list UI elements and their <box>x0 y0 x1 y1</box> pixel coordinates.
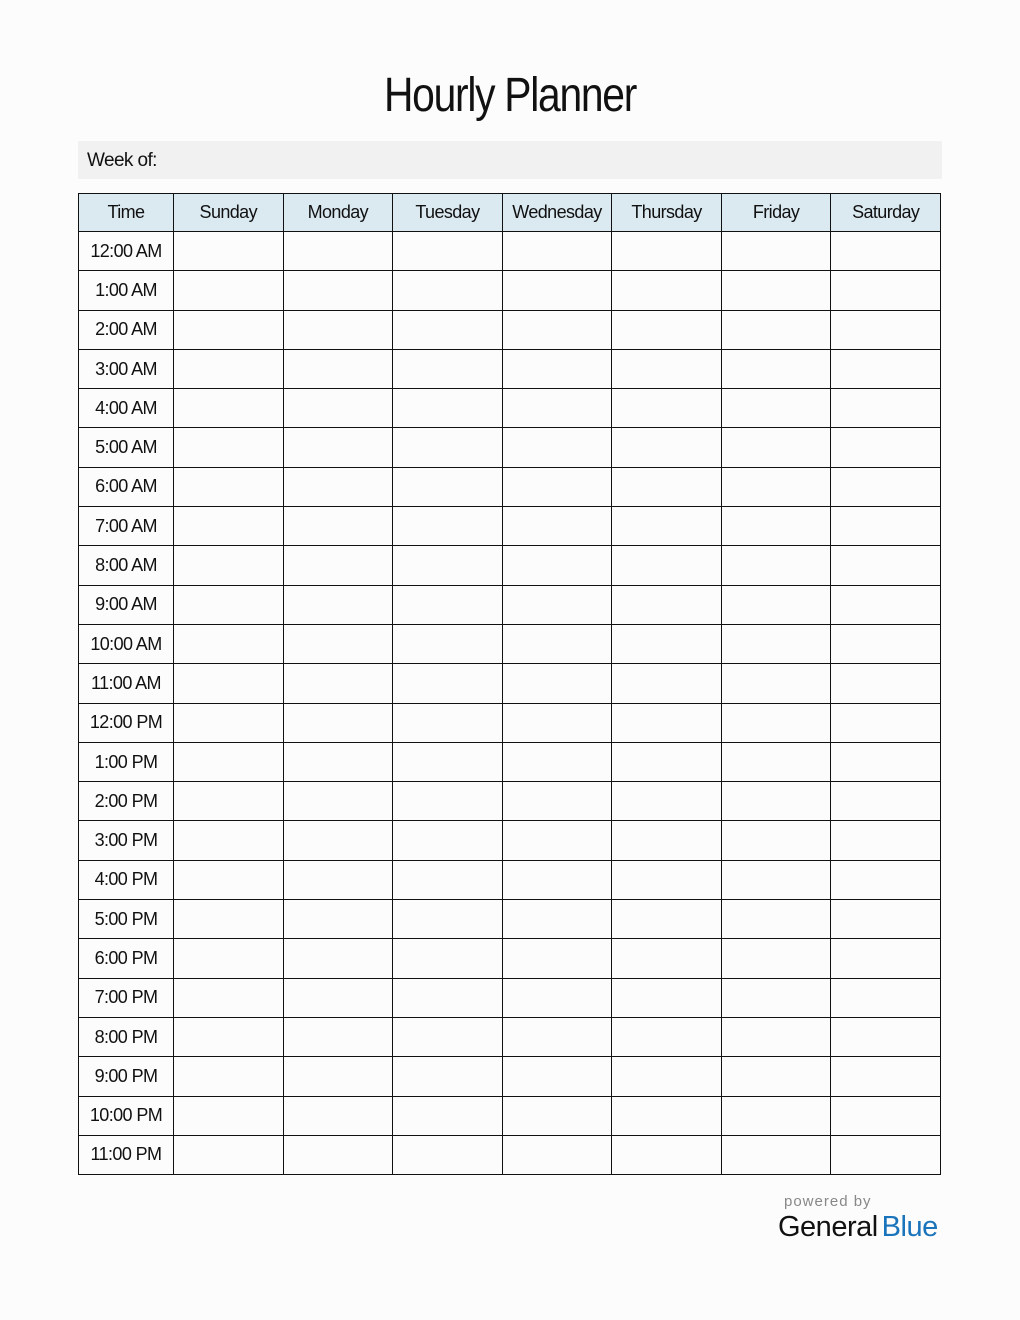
slot-cell-wednesday[interactable] <box>502 507 612 546</box>
slot-cell-monday[interactable] <box>283 271 393 310</box>
time-cell: 1:00 AM <box>79 271 174 310</box>
slot-cell-tuesday[interactable] <box>393 900 503 939</box>
slot-cell-thursday[interactable] <box>612 860 722 899</box>
slot-cell-monday[interactable] <box>283 978 393 1017</box>
slot-cell-saturday[interactable] <box>831 900 941 939</box>
slot-cell-tuesday[interactable] <box>393 467 503 506</box>
table-row <box>79 782 941 821</box>
slot-cell-monday[interactable] <box>283 349 393 388</box>
slot-cell-monday[interactable] <box>283 939 393 978</box>
slot-cell-thursday[interactable] <box>612 624 722 663</box>
slot-cell-friday[interactable] <box>721 939 831 978</box>
slot-cell-friday[interactable] <box>721 703 831 742</box>
slot-cell-wednesday[interactable] <box>502 389 612 428</box>
slot-cell-monday[interactable] <box>283 821 393 860</box>
table-row <box>79 860 941 899</box>
time-cell: 11:00 AM <box>79 664 174 703</box>
table-row <box>79 624 941 663</box>
slot-cell-tuesday[interactable] <box>393 1017 503 1056</box>
slot-cell-friday[interactable] <box>721 1135 831 1174</box>
slot-cell-thursday[interactable] <box>612 939 722 978</box>
slot-cell-monday[interactable] <box>283 1096 393 1135</box>
time-cell: 10:00 PM <box>79 1096 174 1135</box>
powered-by-label: powered by <box>784 1193 872 1210</box>
slot-cell-tuesday[interactable] <box>393 428 503 467</box>
slot-cell-saturday[interactable] <box>831 1096 941 1135</box>
slot-cell-friday[interactable] <box>721 900 831 939</box>
time-cell: 11:00 PM <box>79 1135 174 1174</box>
column-header-tuesday: Tuesday <box>393 194 503 232</box>
slot-cell-sunday[interactable] <box>174 585 284 624</box>
slot-cell-thursday[interactable] <box>612 978 722 1017</box>
slot-cell-saturday[interactable] <box>831 1017 941 1056</box>
table-row <box>79 664 941 703</box>
slot-cell-thursday[interactable] <box>612 664 722 703</box>
slot-cell-monday[interactable] <box>283 546 393 585</box>
slot-cell-friday[interactable] <box>721 664 831 703</box>
slot-cell-thursday[interactable] <box>612 742 722 781</box>
slot-cell-saturday[interactable] <box>831 978 941 1017</box>
slot-cell-tuesday[interactable] <box>393 1057 503 1096</box>
slot-cell-sunday[interactable] <box>174 624 284 663</box>
slot-cell-wednesday[interactable] <box>502 860 612 899</box>
slot-cell-wednesday[interactable] <box>502 585 612 624</box>
slot-cell-saturday[interactable] <box>831 664 941 703</box>
slot-cell-tuesday[interactable] <box>393 1096 503 1135</box>
slot-cell-saturday[interactable] <box>831 821 941 860</box>
slot-cell-sunday[interactable] <box>174 1135 284 1174</box>
slot-cell-wednesday[interactable] <box>502 349 612 388</box>
slot-cell-wednesday[interactable] <box>502 624 612 663</box>
slot-cell-thursday[interactable] <box>612 507 722 546</box>
slot-cell-saturday[interactable] <box>831 428 941 467</box>
slot-cell-sunday[interactable] <box>174 978 284 1017</box>
slot-cell-tuesday[interactable] <box>393 546 503 585</box>
slot-cell-thursday[interactable] <box>612 821 722 860</box>
column-header-monday: Monday <box>283 194 393 232</box>
slot-cell-wednesday[interactable] <box>502 664 612 703</box>
slot-cell-sunday[interactable] <box>174 1017 284 1056</box>
table-row <box>79 349 941 388</box>
time-cell: 6:00 AM <box>79 467 174 506</box>
time-cell: 10:00 AM <box>79 624 174 663</box>
column-header-friday: Friday <box>721 194 831 232</box>
slot-cell-thursday[interactable] <box>612 546 722 585</box>
week-of-field[interactable] <box>78 141 942 179</box>
slot-cell-saturday[interactable] <box>831 585 941 624</box>
table-row <box>79 507 941 546</box>
time-cell: 5:00 PM <box>79 900 174 939</box>
slot-cell-wednesday[interactable] <box>502 978 612 1017</box>
slot-cell-sunday[interactable] <box>174 310 284 349</box>
slot-cell-wednesday[interactable] <box>502 742 612 781</box>
slot-cell-tuesday[interactable] <box>393 978 503 1017</box>
time-cell: 12:00 PM <box>79 703 174 742</box>
slot-cell-thursday[interactable] <box>612 900 722 939</box>
table-row <box>79 1057 941 1096</box>
slot-cell-thursday[interactable] <box>612 703 722 742</box>
slot-cell-friday[interactable] <box>721 782 831 821</box>
slot-cell-tuesday[interactable] <box>393 742 503 781</box>
slot-cell-sunday[interactable] <box>174 742 284 781</box>
column-header-sunday: Sunday <box>174 194 284 232</box>
table-row <box>79 271 941 310</box>
slot-cell-saturday[interactable] <box>831 782 941 821</box>
slot-cell-thursday[interactable] <box>612 467 722 506</box>
slot-cell-friday[interactable] <box>721 232 831 271</box>
table-row <box>79 428 941 467</box>
table-row <box>79 742 941 781</box>
table-row <box>79 1135 941 1174</box>
column-header-saturday: Saturday <box>831 194 941 232</box>
table-row <box>79 232 941 271</box>
table-row <box>79 546 941 585</box>
slot-cell-monday[interactable] <box>283 467 393 506</box>
slot-cell-monday[interactable] <box>283 782 393 821</box>
slot-cell-friday[interactable] <box>721 389 831 428</box>
slot-cell-thursday[interactable] <box>612 782 722 821</box>
time-cell: 3:00 AM <box>79 349 174 388</box>
time-cell: 4:00 PM <box>79 860 174 899</box>
time-cell: 5:00 AM <box>79 428 174 467</box>
slot-cell-monday[interactable] <box>283 1057 393 1096</box>
logo-general: General <box>778 1211 878 1243</box>
slot-cell-sunday[interactable] <box>174 389 284 428</box>
time-cell: 7:00 PM <box>79 978 174 1017</box>
slot-cell-saturday[interactable] <box>831 860 941 899</box>
slot-cell-monday[interactable] <box>283 428 393 467</box>
slot-cell-saturday[interactable] <box>831 624 941 663</box>
table-row <box>79 978 941 1017</box>
table-row <box>79 585 941 624</box>
slot-cell-tuesday[interactable] <box>393 821 503 860</box>
slot-cell-tuesday[interactable] <box>393 507 503 546</box>
slot-cell-tuesday[interactable] <box>393 624 503 663</box>
slot-cell-tuesday[interactable] <box>393 1135 503 1174</box>
slot-cell-sunday[interactable] <box>174 860 284 899</box>
column-header-time: Time <box>79 194 174 232</box>
time-cell: 3:00 PM <box>79 821 174 860</box>
slot-cell-friday[interactable] <box>721 624 831 663</box>
slot-cell-wednesday[interactable] <box>502 467 612 506</box>
table-row <box>79 1096 941 1135</box>
slot-cell-saturday[interactable] <box>831 389 941 428</box>
table-row <box>79 467 941 506</box>
time-cell: 8:00 PM <box>79 1017 174 1056</box>
slot-cell-friday[interactable] <box>721 349 831 388</box>
slot-cell-sunday[interactable] <box>174 428 284 467</box>
slot-cell-saturday[interactable] <box>831 271 941 310</box>
slot-cell-wednesday[interactable] <box>502 900 612 939</box>
logo-blue: Blue <box>881 1211 938 1243</box>
time-cell: 7:00 AM <box>79 507 174 546</box>
slot-cell-tuesday[interactable] <box>393 703 503 742</box>
slot-cell-friday[interactable] <box>721 546 831 585</box>
time-cell: 8:00 AM <box>79 546 174 585</box>
slot-cell-monday[interactable] <box>283 310 393 349</box>
slot-cell-sunday[interactable] <box>174 664 284 703</box>
slot-cell-wednesday[interactable] <box>502 1096 612 1135</box>
slot-cell-thursday[interactable] <box>612 389 722 428</box>
slot-cell-saturday[interactable] <box>831 939 941 978</box>
slot-cell-tuesday[interactable] <box>393 939 503 978</box>
slot-cell-monday[interactable] <box>283 232 393 271</box>
slot-cell-wednesday[interactable] <box>502 546 612 585</box>
slot-cell-thursday[interactable] <box>612 1096 722 1135</box>
slot-cell-wednesday[interactable] <box>502 271 612 310</box>
week-of-label: Week of: <box>87 150 157 171</box>
slot-cell-thursday[interactable] <box>612 585 722 624</box>
table-row <box>79 389 941 428</box>
slot-cell-sunday[interactable] <box>174 349 284 388</box>
slot-cell-wednesday[interactable] <box>502 1017 612 1056</box>
slot-cell-tuesday[interactable] <box>393 860 503 899</box>
slot-cell-monday[interactable] <box>283 1135 393 1174</box>
slot-cell-sunday[interactable] <box>174 1057 284 1096</box>
slot-cell-sunday[interactable] <box>174 782 284 821</box>
time-cell: 12:00 AM <box>79 232 174 271</box>
slot-cell-monday[interactable] <box>283 389 393 428</box>
slot-cell-sunday[interactable] <box>174 939 284 978</box>
slot-cell-tuesday[interactable] <box>393 389 503 428</box>
slot-cell-wednesday[interactable] <box>502 821 612 860</box>
slot-cell-friday[interactable] <box>721 467 831 506</box>
table-row <box>79 939 941 978</box>
slot-cell-sunday[interactable] <box>174 271 284 310</box>
slot-cell-monday[interactable] <box>283 624 393 663</box>
slot-cell-sunday[interactable] <box>174 900 284 939</box>
slot-cell-tuesday[interactable] <box>393 664 503 703</box>
slot-cell-thursday[interactable] <box>612 271 722 310</box>
time-cell: 1:00 PM <box>79 742 174 781</box>
header-row <box>79 194 941 232</box>
slot-cell-thursday[interactable] <box>612 310 722 349</box>
slot-cell-monday[interactable] <box>283 860 393 899</box>
slot-cell-friday[interactable] <box>721 978 831 1017</box>
slot-cell-thursday[interactable] <box>612 428 722 467</box>
slot-cell-friday[interactable] <box>721 310 831 349</box>
slot-cell-wednesday[interactable] <box>502 232 612 271</box>
slot-cell-friday[interactable] <box>721 860 831 899</box>
slot-cell-sunday[interactable] <box>174 821 284 860</box>
slot-cell-friday[interactable] <box>721 507 831 546</box>
slot-cell-saturday[interactable] <box>831 546 941 585</box>
slot-cell-saturday[interactable] <box>831 349 941 388</box>
time-cell: 2:00 PM <box>79 782 174 821</box>
column-header-wednesday: Wednesday <box>502 194 612 232</box>
slot-cell-monday[interactable] <box>283 900 393 939</box>
slot-cell-friday[interactable] <box>721 428 831 467</box>
slot-cell-wednesday[interactable] <box>502 1057 612 1096</box>
slot-cell-wednesday[interactable] <box>502 310 612 349</box>
table-row <box>79 310 941 349</box>
slot-cell-sunday[interactable] <box>174 703 284 742</box>
slot-cell-wednesday[interactable] <box>502 703 612 742</box>
slot-cell-sunday[interactable] <box>174 1096 284 1135</box>
table-row <box>79 900 941 939</box>
slot-cell-saturday[interactable] <box>831 742 941 781</box>
page-title: Hourly Planner <box>383 69 636 122</box>
column-header-thursday: Thursday <box>612 194 722 232</box>
table-row <box>79 703 941 742</box>
slot-cell-saturday[interactable] <box>831 1057 941 1096</box>
slot-cell-thursday[interactable] <box>612 349 722 388</box>
slot-cell-thursday[interactable] <box>612 1017 722 1056</box>
slot-cell-friday[interactable] <box>721 585 831 624</box>
slot-cell-friday[interactable] <box>721 821 831 860</box>
slot-cell-monday[interactable] <box>283 507 393 546</box>
slot-cell-saturday[interactable] <box>831 507 941 546</box>
slot-cell-tuesday[interactable] <box>393 310 503 349</box>
slot-cell-tuesday[interactable] <box>393 349 503 388</box>
generalblue-logo <box>778 1211 938 1244</box>
slot-cell-monday[interactable] <box>283 703 393 742</box>
slot-cell-wednesday[interactable] <box>502 428 612 467</box>
time-cell: 2:00 AM <box>79 310 174 349</box>
slot-cell-monday[interactable] <box>283 585 393 624</box>
slot-cell-friday[interactable] <box>721 271 831 310</box>
slot-cell-friday[interactable] <box>721 1057 831 1096</box>
slot-cell-friday[interactable] <box>721 1096 831 1135</box>
slot-cell-tuesday[interactable] <box>393 271 503 310</box>
planner-table <box>78 193 941 1175</box>
slot-cell-monday[interactable] <box>283 1017 393 1056</box>
slot-cell-thursday[interactable] <box>612 1057 722 1096</box>
slot-cell-sunday[interactable] <box>174 232 284 271</box>
slot-cell-sunday[interactable] <box>174 467 284 506</box>
time-cell: 6:00 PM <box>79 939 174 978</box>
slot-cell-thursday[interactable] <box>612 232 722 271</box>
slot-cell-thursday[interactable] <box>612 1135 722 1174</box>
slot-cell-sunday[interactable] <box>174 507 284 546</box>
slot-cell-friday[interactable] <box>721 1017 831 1056</box>
slot-cell-tuesday[interactable] <box>393 782 503 821</box>
slot-cell-saturday[interactable] <box>831 310 941 349</box>
slot-cell-saturday[interactable] <box>831 467 941 506</box>
slot-cell-sunday[interactable] <box>174 546 284 585</box>
time-cell: 9:00 PM <box>79 1057 174 1096</box>
slot-cell-monday[interactable] <box>283 742 393 781</box>
slot-cell-saturday[interactable] <box>831 1135 941 1174</box>
slot-cell-tuesday[interactable] <box>393 232 503 271</box>
slot-cell-wednesday[interactable] <box>502 939 612 978</box>
table-row <box>79 821 941 860</box>
slot-cell-saturday[interactable] <box>831 232 941 271</box>
slot-cell-friday[interactable] <box>721 742 831 781</box>
slot-cell-tuesday[interactable] <box>393 585 503 624</box>
table-row <box>79 1017 941 1056</box>
slot-cell-wednesday[interactable] <box>502 782 612 821</box>
slot-cell-saturday[interactable] <box>831 703 941 742</box>
time-cell: 4:00 AM <box>79 389 174 428</box>
time-cell: 9:00 AM <box>79 585 174 624</box>
slot-cell-wednesday[interactable] <box>502 1135 612 1174</box>
slot-cell-monday[interactable] <box>283 664 393 703</box>
